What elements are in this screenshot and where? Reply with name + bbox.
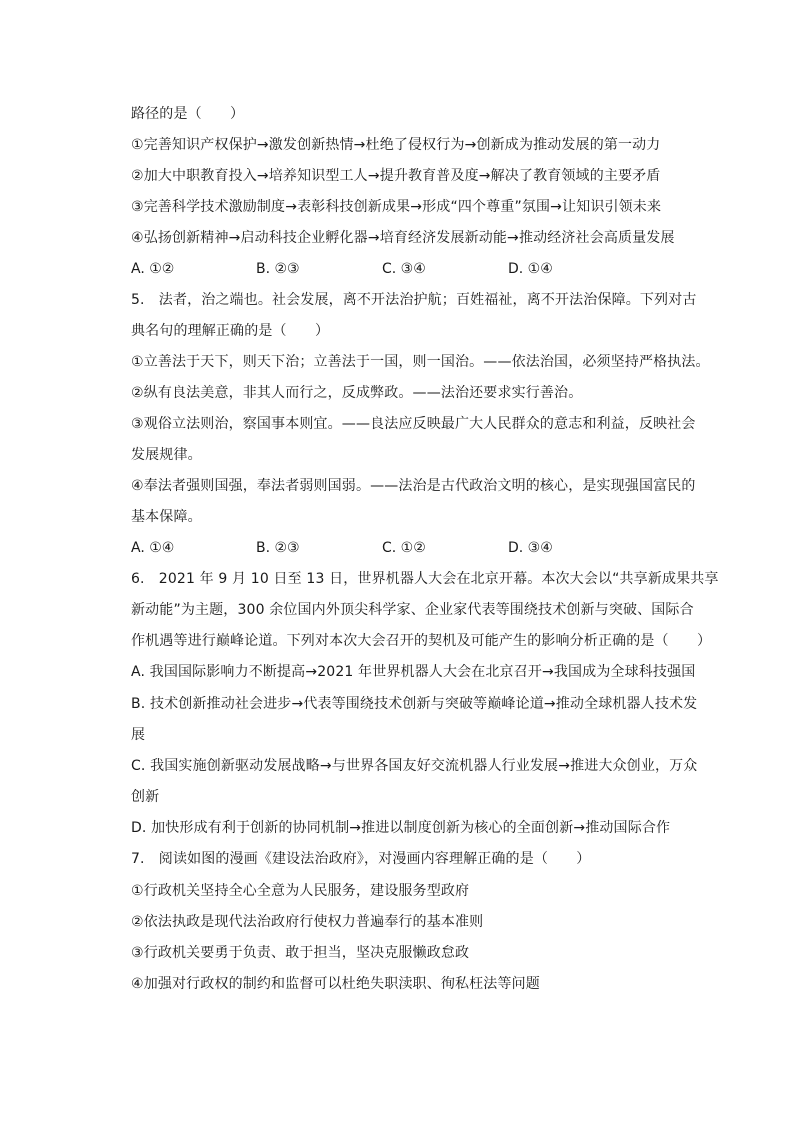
- q5-statement-3: ③观俗立法则治，察国事本则宜。——良法应反映最广大人民群众的意志和利益，反映社会: [131, 416, 696, 432]
- q6-stem-line-3: 作机遇等进行巅峰论道。下列对本次大会召开的契机及可能产生的影响分析正确的是（ ）: [131, 633, 712, 649]
- q5-statement-3-cont: 发展规律。: [131, 447, 202, 463]
- q6-choice-c: C. 我国实施创新驱动发展战略→与世界各国友好交流机器人行业发展→推进大众创业，万众: [131, 758, 698, 774]
- q5-option-d: D. ③④: [508, 540, 553, 556]
- q4-statement-4: ④弘扬创新精神→启动科技企业孵化器→培育经济发展新动能→推动经济社会高质量发展: [131, 230, 675, 246]
- q5-option-c: C. ①②: [382, 540, 426, 556]
- q5-option-b: B. ②③: [256, 540, 300, 556]
- q6-stem-line-2: 新动能”为主题，300 余位国内外顶尖科学家、企业家代表等围绕技术创新与突破、国际合: [131, 602, 694, 618]
- q5-statement-4-cont: 基本保障。: [131, 509, 202, 525]
- q7-statement-4: ④加强对行政权的制约和监督可以杜绝失职渎职、徇私枉法等问题: [131, 976, 540, 992]
- q6-choice-a: A. 我国国际影响力不断提高→2021 年世界机器人大会在北京召开→我国成为全球科技强国: [131, 664, 696, 680]
- q5-stem-line-1: 5. 法者，治之端也。社会发展，离不开法治护航；百姓福祉，离不开法治保障。下列对古: [131, 292, 697, 308]
- q6-choice-b: B. 技术创新推动社会进步→代表等围绕技术创新与突破等巅峰论道→推动全球机器人技术发: [131, 696, 698, 712]
- q4-option-c: C. ③④: [382, 261, 426, 277]
- q5-option-a: A. ①④: [131, 540, 175, 556]
- q4-option-a: A. ①②: [131, 261, 175, 277]
- q4-option-b: B. ②③: [256, 261, 300, 277]
- q4-statement-1: ①完善知识产权保护→激发创新热情→杜绝了侵权行为→创新成为推动发展的第一动力: [131, 137, 661, 153]
- q7-statement-2: ②依法执政是现代法治政府行使权力普遍奉行的基本准则: [131, 914, 484, 930]
- q6-choice-c-cont: 创新: [131, 789, 160, 805]
- q5-statement-2: ②纵有良法美意，非其人而行之，反成弊政。——法治还要求实行善治。: [131, 385, 583, 401]
- q7-statement-3: ③行政机关要勇于负责、敢于担当，坚决克服懒政怠政: [131, 945, 470, 961]
- q6-stem-line-1: 6. 2021 年 9 月 10 日至 13 日，世界机器人大会在北京开幕。本次大会以“共享新成果共享: [131, 571, 719, 587]
- q7-stem: 7. 阅读如图的漫画《建设法治政府》，对漫画内容理解正确的是（ ）: [131, 851, 591, 867]
- q4-stem-tail: 路径的是（ ）: [131, 106, 245, 122]
- q4-option-d: D. ①④: [508, 261, 553, 277]
- q7-statement-1: ①行政机关坚持全心全意为人民服务，建设服务型政府: [131, 883, 470, 899]
- q6-choice-b-cont: 展: [131, 727, 146, 743]
- q6-choice-d: D. 加快形成有利于创新的协同机制→推进以制度创新为核心的全面创新→推动国际合作: [131, 820, 671, 836]
- q4-statement-3: ③完善科学技术激励制度→表彰科技创新成果→形成“四个尊重”氛围→让知识引领未来: [131, 199, 662, 215]
- q5-stem-line-2: 典名句的理解正确的是（ ）: [131, 323, 330, 339]
- q5-statement-1: ①立善法于天下，则天下治；立善法于一国，则一国治。——依法治国，必须坚持严格执法。: [131, 354, 710, 370]
- q5-statement-4: ④奉法者强则国强，奉法者弱则国弱。——法治是古代政治文明的核心，是实现强国富民的: [131, 478, 696, 494]
- q4-statement-2: ②加大中职教育投入→培养知识型工人→提升教育普及度→解决了教育领域的主要矛盾: [131, 168, 661, 184]
